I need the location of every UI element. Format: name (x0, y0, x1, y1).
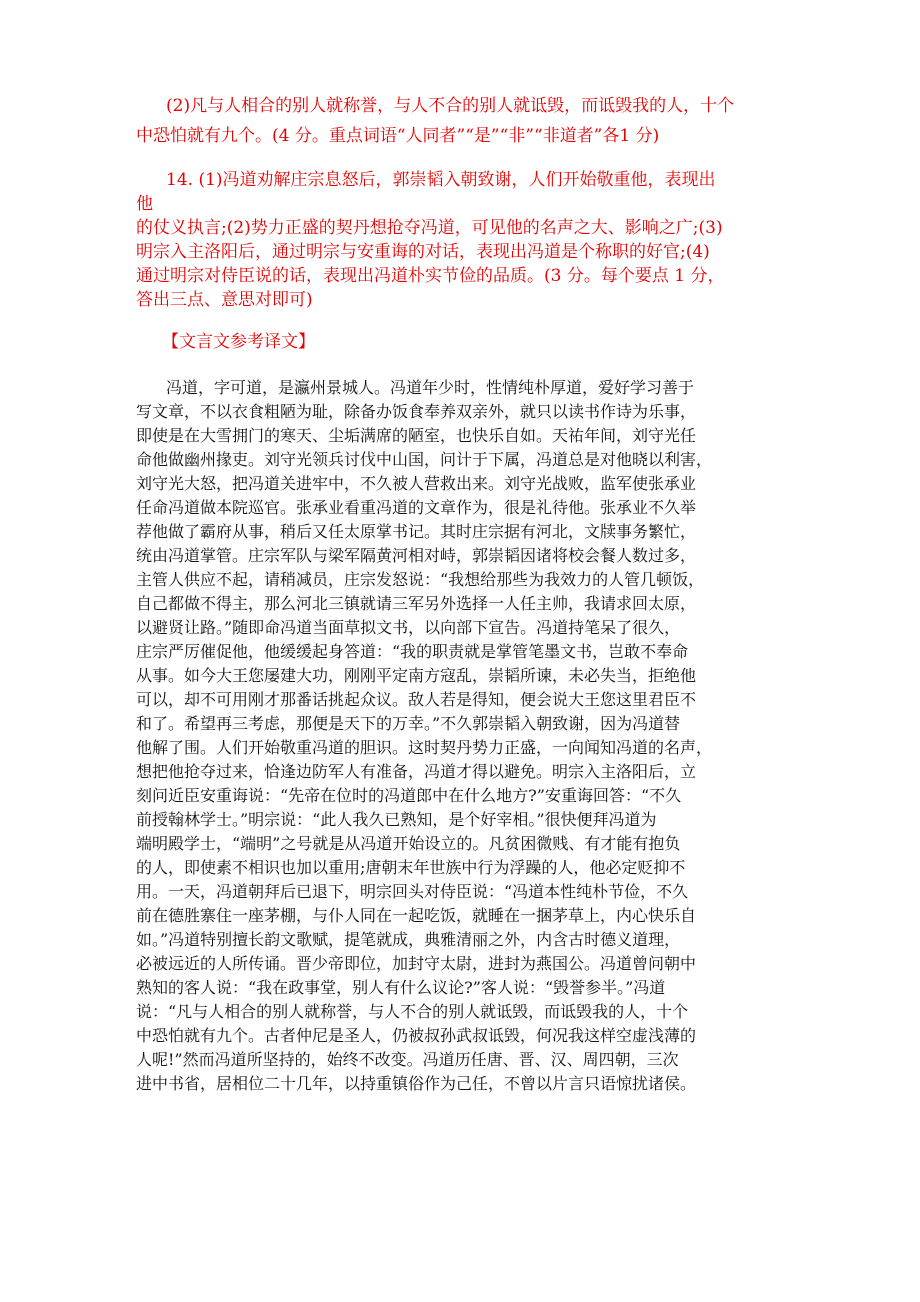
translation-line: 用。一天，冯道朝拜后已退下，明宗回头对侍臣说：“冯道本性纯朴节俭，不久 (136, 882, 689, 901)
answer-14-line: 通过明宗对侍臣说的话，表现出冯道朴实节俭的品质。(3 分。每个要点 1 分， (136, 266, 725, 286)
translation-line: 必被远近的人所传诵。晋少帝即位，加封守太尉，进封为燕国公。冯道曾问朝中 (136, 954, 697, 973)
translation-line: 即使是在大雪拥门的寒天、尘垢满席的陋室，也快乐自如。天祐年间，刘守光任 (136, 426, 697, 445)
answer-2-line: 中恐怕就有九个。(4 分。重点词语“人同者”“是”“非”“非道者”各1 分) (136, 126, 660, 146)
translation-line: 任命冯道做本院巡官。张承业看重冯道的文章作为，很是礼待他。张承业不久举 (136, 498, 697, 517)
translation-line: 写文章，不以衣食粗陋为耻，除备办饭食奉养双亲外，就只以读书作诗为乐事， (136, 402, 697, 421)
translation-line: 前授翰林学士。”明宗说：“此人我久已熟知，是个好宰相。”很快便拜冯道为 (136, 810, 657, 829)
translation-line: 命他做幽州掾吏。刘守光领兵讨伐中山国，问计于下属，冯道总是对他晓以利害， (136, 450, 713, 469)
translation-line: 刘守光大怒，把冯道关进牢中，不久被人营救出来。刘守光战败，监军使张承业 (136, 474, 697, 493)
translation-line: 说：“凡与人相合的别人就称誉，与人不合的别人就诋毁，而诋毁我的人，十个 (136, 1002, 689, 1021)
translation-line: 从事。如今大王您屡建大功，刚刚平定南方寇乱，崇韬所谏，未必失当，拒绝他 (136, 666, 697, 685)
translation-line: 庄宗严厉催促他，他缓缓起身答道：“我的职责就是掌管笔墨文书，岂敢不奉命 (136, 642, 689, 661)
translation-block (136, 376, 712, 1096)
translation-line: 他解了围。人们开始敬重冯道的胆识。这时契丹势力正盛，一向闻知冯道的名声， (136, 738, 713, 757)
translation-line: 荐他做了霸府从事，稍后又任太原掌书记。其时庄宗据有河北，文牍事务繁忙， (136, 522, 697, 541)
answer-14-block (136, 168, 724, 312)
answer-14-line: 答出三点、意思对即可) (136, 290, 313, 310)
translation-heading: 【文言文参考译文】 (162, 332, 315, 352)
answer-14-line: 他 (136, 194, 153, 214)
translation-line: 想把他抢夺过来，恰逢边防军人有准备，冯道才得以避免。明宗入主洛阳后，立 (136, 762, 697, 781)
translation-line: 熟知的客人说：“我在政事堂，别人有什么议论?”客人说：“毁誉参半。”冯道 (136, 978, 666, 997)
translation-line: 自己都做不得主，那么河北三镇就请三军另外选择一人任主帅，我请求回太原， (136, 594, 697, 613)
translation-line: 主管人供应不起，请稍减员，庄宗发怒说：“我想给那些为我效力的人管几顿饭， (136, 570, 705, 589)
answer-2-block (136, 94, 734, 148)
translation-line: 刻问近臣安重诲说：“先帝在位时的冯道郎中在什么地方?”安重诲回答：“不久 (136, 786, 682, 805)
translation-line: 以避贤让路。”随即命冯道当面草拟文书，以向部下宣告。冯道持笔呆了很久， (136, 618, 681, 637)
translation-line: 端明殿学士，“端明”之号就是从冯道开始设立的。凡贫困微贱、有才能有抱负 (136, 834, 681, 853)
answer-14-line: 的仗义执言;(2)势力正盛的契丹想抢夺冯道，可见他的名声之大、影响之广;(3) (136, 218, 723, 238)
translation-line: 和了。希望再三考虑，那便是天下的万幸。”不久郭崇韬入朝致谢，因为冯道替 (136, 714, 681, 733)
answer-14-line: 14. (1)冯道劝解庄宗息怒后，郭崇韬入朝致谢，人们开始敬重他，表现出 (166, 170, 716, 190)
translation-line: 的人，即使素不相识也加以重用;唐朝末年世族中行为浮躁的人，他必定贬抑不 (136, 858, 686, 877)
translation-line: 冯道，字可道，是瀛州景城人。冯道年少时，性情纯朴厚道，爱好学习善于 (166, 378, 695, 397)
translation-line: 进中书省，居相位二十几年，以持重镇俗作为己任，不曾以片言只语惊扰诸侯。 (136, 1074, 697, 1093)
answer-2-line: (2)凡与人相合的别人就称誉，与人不合的别人就诋毁，而诋毁我的人，十个 (166, 96, 735, 116)
translation-line: 如。”冯道特别擅长韵文歌赋，提笔就成，典雅清丽之外，内含古时德义道理， (136, 930, 681, 949)
translation-line: 中恐怕就有九个。古者仲尼是圣人，仍被叔孙武叔诋毁，何况我这样空虚浅薄的 (136, 1026, 697, 1045)
translation-line: 前在德胜寨住一座茅棚，与仆人同在一起吃饭，就睡在一捆茅草上，内心快乐自 (136, 906, 697, 925)
translation-line: 可以，却不可用刚才那番话挑起众议。敌人若是得知，便会说大王您这里君臣不 (136, 690, 697, 709)
answer-14-line: 明宗入主洛阳后，通过明宗与安重诲的对话，表现出冯道是个称职的好官;(4) (136, 242, 710, 262)
translation-line: 统由冯道掌管。庄宗军队与梁军隔黄河相对峙，郭崇韬因诸将校会餐人数过多， (136, 546, 697, 565)
translation-line: 人呢!”然而冯道所坚持的，始终不改变。冯道历任唐、晋、汉、周四朝，三次 (136, 1050, 679, 1069)
